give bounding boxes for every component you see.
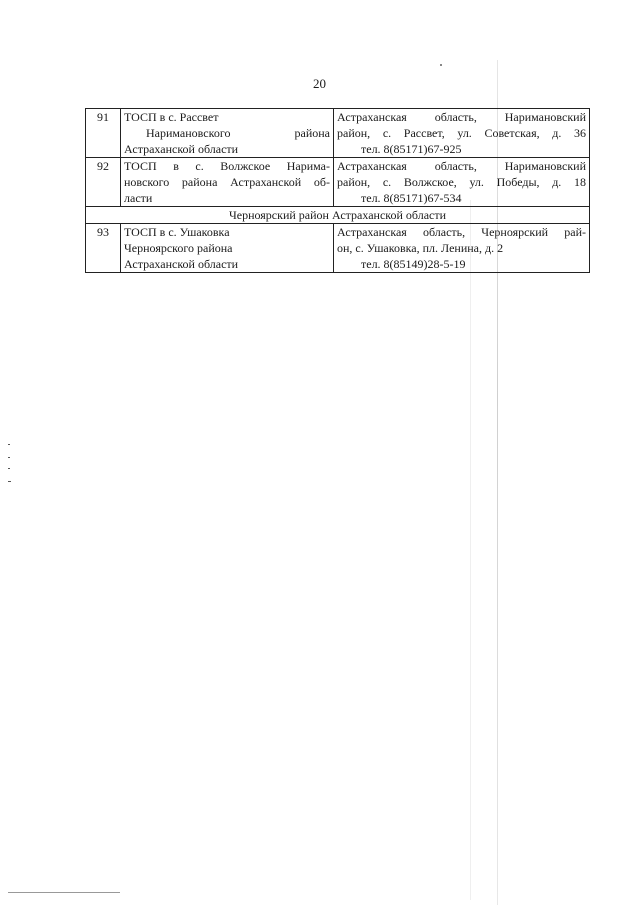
office-name-line: новского района Астраханской об- bbox=[124, 175, 330, 189]
scan-speck bbox=[8, 468, 10, 469]
address-line: Астраханская область, Черноярский рай- bbox=[337, 225, 586, 239]
scan-artifact-line-faint bbox=[470, 200, 471, 900]
scan-speck bbox=[8, 481, 11, 482]
office-name-cell bbox=[121, 158, 334, 207]
office-name-word: Наримановского bbox=[146, 126, 231, 140]
office-name-line: ТОСП в с. Рассвет bbox=[124, 110, 219, 124]
table-row bbox=[86, 224, 590, 273]
phone-number: тел. 8(85149)28-5-19 bbox=[361, 257, 466, 271]
section-header-row bbox=[86, 207, 590, 224]
phone-number: тел. 8(85171)67-925 bbox=[361, 142, 462, 156]
office-name-line: Черноярского района bbox=[124, 241, 233, 255]
office-name-cell bbox=[121, 109, 334, 158]
scan-bottom-rule bbox=[8, 892, 120, 893]
offices-table bbox=[85, 108, 590, 273]
office-name-word: района bbox=[294, 126, 330, 140]
scan-speck bbox=[8, 457, 10, 458]
address-line: район, с. Рассвет, ул. Советская, д. 36 bbox=[337, 126, 586, 140]
section-header: Черноярский район Астраханской области bbox=[86, 207, 590, 224]
office-name-line: ласти bbox=[124, 191, 153, 205]
table-row bbox=[86, 109, 590, 158]
table-row bbox=[86, 158, 590, 207]
row-number: 92 bbox=[86, 158, 121, 207]
address-line: Астраханская область, Наримановский bbox=[337, 110, 586, 124]
address-line: Астраханская область, Наримановский bbox=[337, 159, 586, 173]
address-line: он, с. Ушаковка, пл. Ленина, д. 2 bbox=[337, 241, 504, 255]
row-number: 91 bbox=[86, 109, 121, 158]
scan-speck bbox=[8, 444, 10, 445]
office-name-line: ТОСП в с. Волжское Нарима- bbox=[124, 159, 330, 173]
page-number: 20 bbox=[313, 76, 326, 91]
address-cell bbox=[334, 109, 590, 158]
phone-number: тел. 8(85171)67-534 bbox=[361, 191, 462, 205]
office-name-line: Астраханской области bbox=[124, 142, 239, 156]
scan-speck bbox=[440, 64, 442, 66]
row-number: 93 bbox=[86, 224, 121, 273]
address-line: район, с. Волжское, ул. Победы, д. 18 bbox=[337, 175, 586, 189]
office-name-line: ТОСП в с. Ушаковка bbox=[124, 225, 230, 239]
office-name-cell bbox=[121, 224, 334, 273]
address-cell bbox=[334, 224, 590, 273]
address-cell bbox=[334, 158, 590, 207]
office-name-line bbox=[124, 125, 330, 141]
office-name-line: Астраханской области bbox=[124, 257, 239, 271]
